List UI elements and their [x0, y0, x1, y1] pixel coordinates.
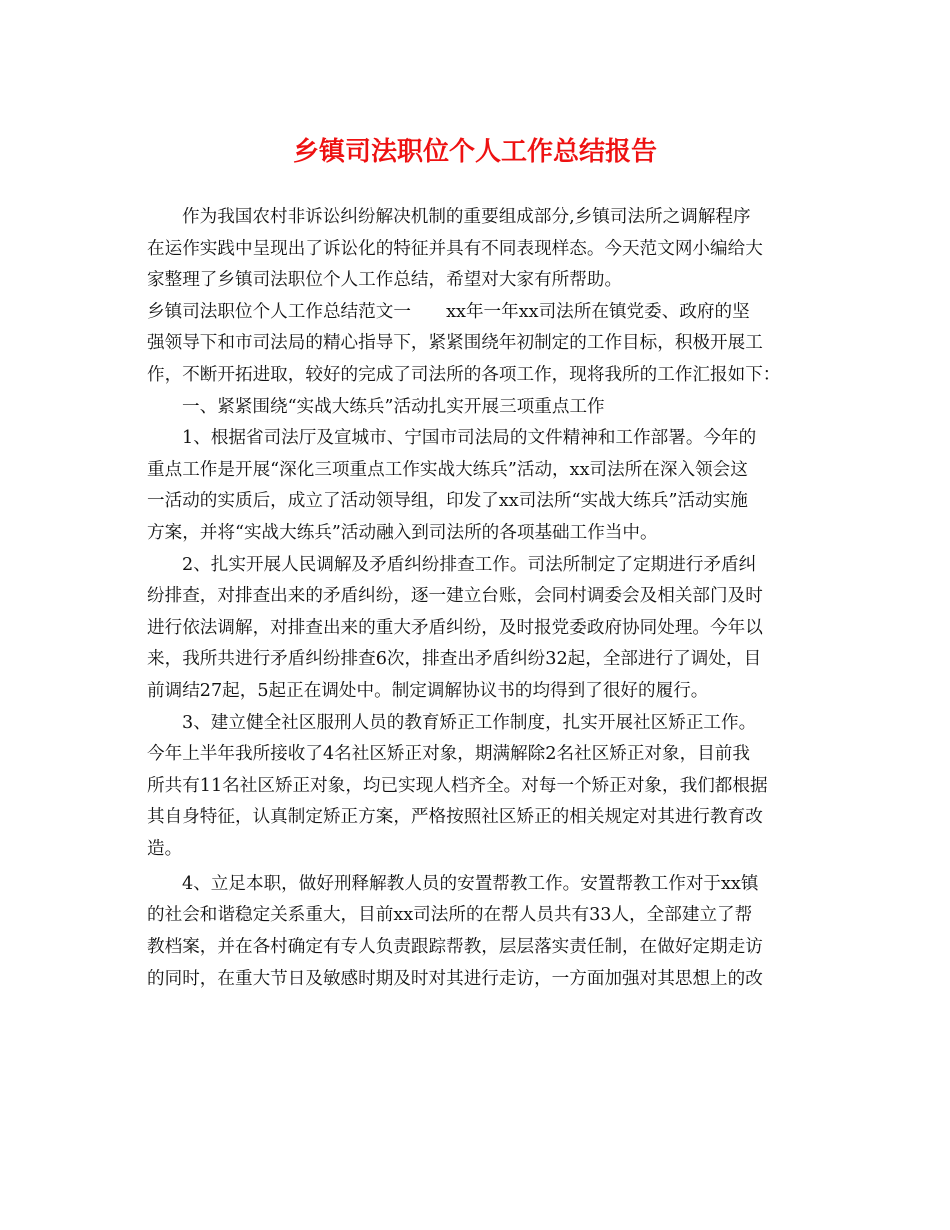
body-line: 家整理了乡镇司法职位个人工作总结，希望对大家有所帮助。 — [147, 270, 623, 291]
body-line: 方案，并将“实战大练兵”活动融入到司法所的各项基础工作当中。 — [147, 522, 658, 543]
section-heading: 一、紧紧围绕“实战大练兵”活动扎实开展三项重点工作 — [182, 396, 605, 417]
body-line: 其自身特征，认真制定矫正方案，严格按照社区矫正的相关规定对其进行教育改 — [147, 807, 763, 828]
body-line: 来，我所共进行矛盾纠纷排查6次，排查出矛盾纠纷32起，全部进行了调处，目 — [147, 649, 762, 670]
body-line: 重点工作是开展“深化三项重点工作实战大练兵”活动，xx司法所在深入领会这 — [147, 459, 748, 480]
body-line: 教档案，并在各村确定有专人负责跟踪帮教，层层落实责任制，在做好定期走访 — [147, 937, 763, 958]
document-title: 乡镇司法职位个人工作总结报告 — [292, 137, 657, 167]
body-line: 3、建立健全社区服刑人员的教育矫正工作制度，扎实开展社区矫正工作。 — [182, 712, 757, 733]
body-line: 今年上半年我所接收了4名社区矫正对象，期满解除2名社区矫正对象，目前我 — [147, 744, 750, 765]
body-line: 1、根据省司法厅及宣城市、宁国市司法局的文件精神和工作部署。今年的 — [182, 428, 757, 449]
body-line: 作为我国农村非诉讼纠纷解决机制的重要组成部分,乡镇司法所之调解程序 — [182, 207, 751, 227]
body-line: 乡镇司法职位个人工作总结范文一 xx年一年xx司法所在镇党委、政府的坚 — [147, 301, 750, 322]
body-line: 2、扎实开展人民调解及矛盾纠纷排查工作。司法所制定了定期进行矛盾纠 — [182, 554, 757, 575]
document-body — [147, 202, 803, 995]
body-line: 在运作实践中呈现出了诉讼化的特征并具有不同表现样态。今天范文网小编给大 — [147, 238, 763, 259]
body-line: 进行依法调解，对排查出来的重大矛盾纠纷，及时报党委政府协同处理。今年以 — [147, 617, 763, 638]
body-line: 前调结27起，5起正在调处中。制定调解协议书的均得到了很好的履行。 — [147, 680, 709, 701]
body-line: 的同时，在重大节日及敏感时期及时对其进行走访，一方面加强对其思想上的改 — [147, 968, 763, 989]
body-line: 作，不断开拓进取，较好的完成了司法所的各项工作，现将我所的工作汇报如下： — [147, 364, 781, 385]
body-line: 一活动的实质后，成立了活动领导组，印发了xx司法所“实战大练兵”活动实施 — [147, 491, 748, 512]
body-line: 纷排查，对排查出来的矛盾纠纷，逐一建立台账，会同村调委会及相关部门及时 — [147, 586, 763, 607]
body-line: 强领导下和市司法局的精心指导下，紧紧围绕年初制定的工作目标，积极开展工 — [147, 333, 763, 354]
body-line: 的社会和谐稳定关系重大，目前xx司法所的在帮人员共有33人，全部建立了帮 — [147, 905, 753, 926]
body-line: 造。 — [147, 838, 183, 859]
body-line: 4、立足本职，做好刑释解教人员的安置帮教工作。安置帮教工作对于xx镇 — [182, 873, 759, 894]
body-line: 所共有11名社区矫正对象，均已实现人档齐全。对每一个矫正对象，我们都根据 — [147, 775, 768, 796]
